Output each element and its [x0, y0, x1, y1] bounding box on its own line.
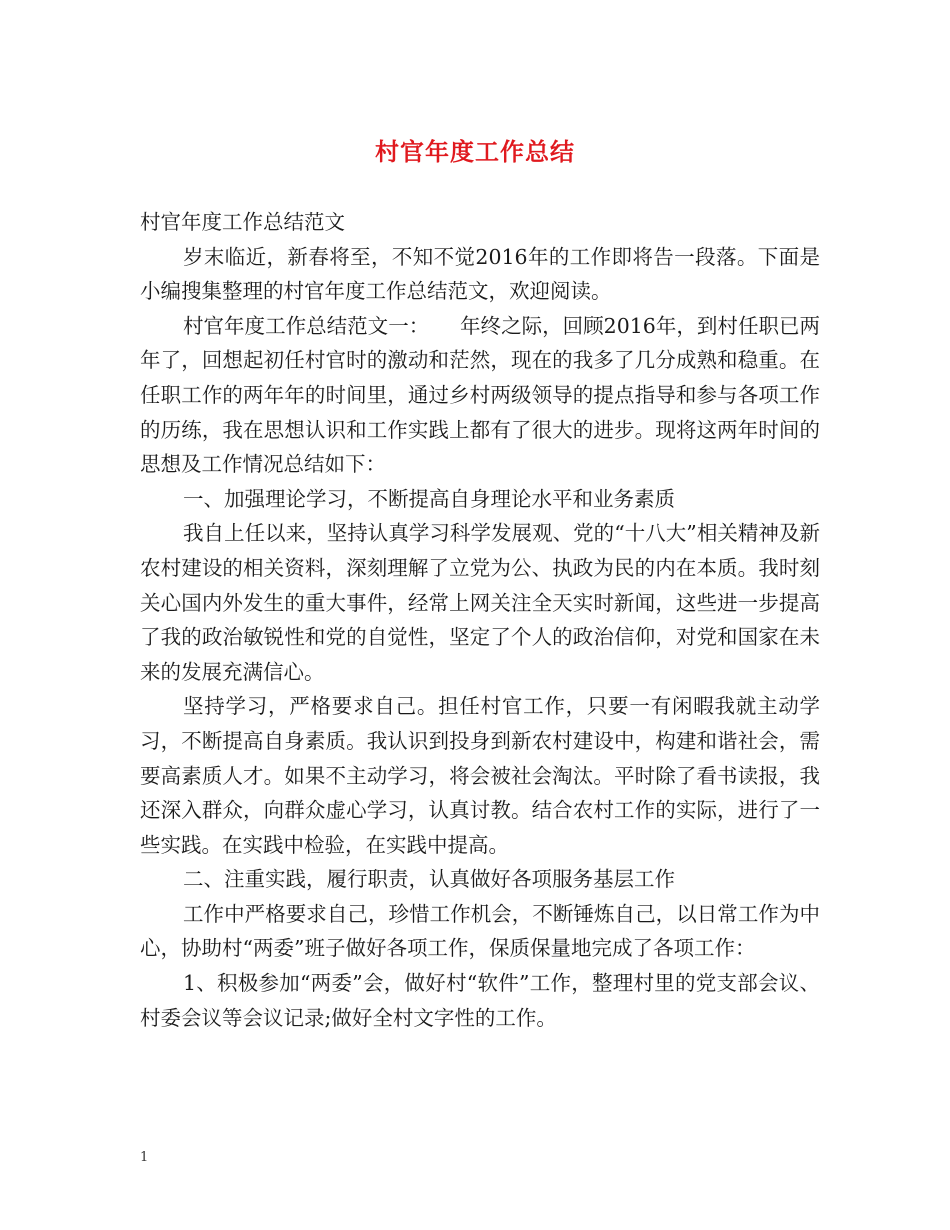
- body-paragraph: 二、注重实践，履行职责，认真做好各项服务基层工作: [183, 867, 675, 892]
- body-paragraph: 工作中严格要求自己，珍惜工作机会，不断锤炼自己，以日常工作为中心，协助村“两委”班子做好各项工作，保质保量地完成了各项工作：: [140, 901, 820, 961]
- body-paragraph: 村官年度工作总结范文一： 年终之际，回顾2016年，到村任职已两年了，回想起初任村官时的激动和茫然，现在的我多了几分成熟和稳重。在任职工作的两年年的时间里，通过乡村两级领导的提点指导和参与各项工作的历练，我在思想认识和工作实践上都有了很大的进步。现将这两年时间的思想及工作情况总结如下：: [140, 313, 820, 477]
- body-paragraph: 坚持学习，严格要求自己。担任村官工作，只要一有闲暇我就主动学习，不断提高自身素质。我认识到投身到新农村建设中，构建和谐社会，需要高素质人才。如果不主动学习，将会被社会淘汰。平时除了看书读报，我还深入群众，向群众虚心学习，认真讨教。结合农村工作的实际，进行了一些实践。在实践中检验，在实践中提高。: [140, 694, 820, 857]
- document-body: [140, 205, 820, 1035]
- body-paragraph: 岁末临近，新春将至，不知不觉2016年的工作即将告一段落。下面是小编搜集整理的村官年度工作总结范文，欢迎阅读。: [140, 244, 820, 304]
- body-paragraph: 我自上任以来，坚持认真学习科学发展观、党的“十八大”相关精神及新农村建设的相关资料，深刻理解了立党为公、执政为民的内在本质。我时刻关心国内外发生的重大事件，经常上网关注全天实时新闻，这些进一步提高了我的政治敏锐性和党的自觉性，坚定了个人的政治信仰，对党和国家在未来的发展充满信心。: [140, 521, 820, 684]
- body-paragraph: 一、加强理论学习，不断提高自身理论水平和业务素质: [183, 486, 675, 511]
- body-paragraph: 1、积极参加“两委”会，做好村“软件”工作，整理村里的党支部会议、村委会议等会议记录;做好全村文字性的工作。: [140, 971, 820, 1030]
- document-title: 村官年度工作总结: [375, 137, 575, 166]
- page-number: 1: [140, 1150, 149, 1165]
- body-paragraph: 村官年度工作总结范文: [140, 210, 345, 234]
